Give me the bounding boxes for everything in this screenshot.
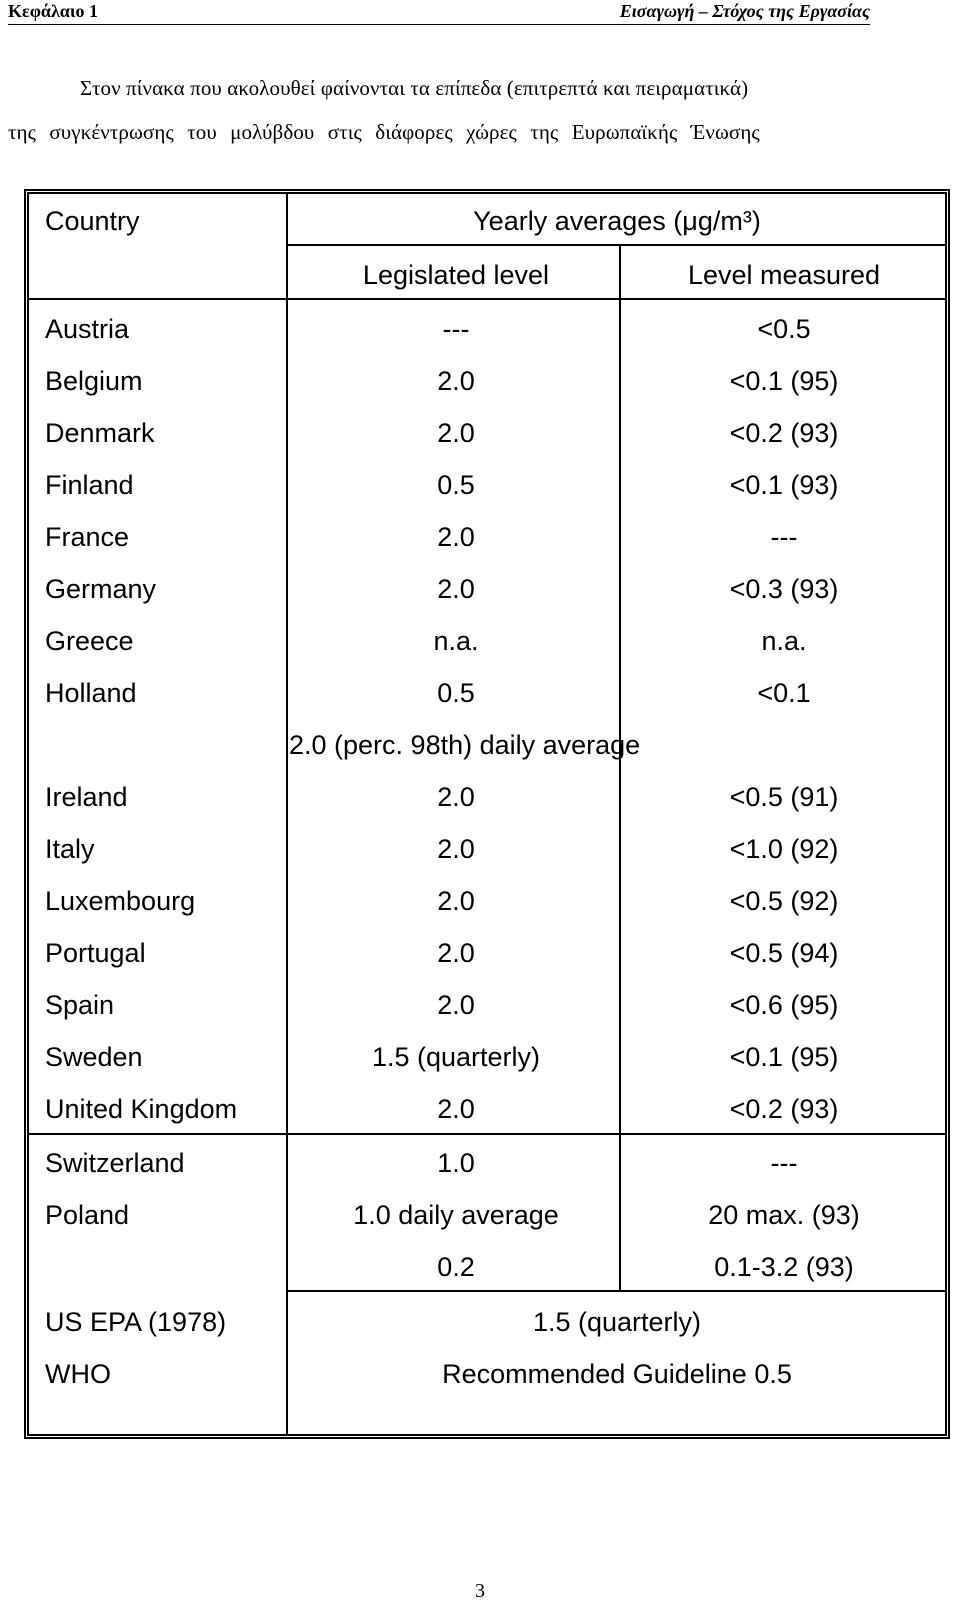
- legislated-cell: 1.0: [437, 1148, 475, 1178]
- header-yearly-averages: Yearly averages (μg/m³): [473, 206, 761, 236]
- legislated-cell: 2.0: [437, 782, 475, 812]
- intro-line-1: Στον πίνακα που ακολουθεί φαίνονται τα επίπεδα (επιτρεπτά και πειραματικά): [80, 76, 749, 100]
- header-country: Country: [45, 206, 140, 236]
- country-cell: France: [45, 522, 130, 552]
- measured-cell: 0.1-3.2 (93): [714, 1252, 854, 1282]
- measured-cell: <0.5 (92): [729, 886, 839, 916]
- legislated-cell: 2.0: [437, 418, 475, 448]
- country-cell: Finland: [45, 470, 134, 500]
- country-cell: Spain: [45, 990, 115, 1020]
- header-divider: [287, 244, 945, 246]
- header-bottom-rule: [29, 298, 945, 300]
- country-cell: United Kingdom: [45, 1094, 238, 1124]
- measured-cell: <0.2 (93): [729, 1094, 839, 1124]
- lead-levels-table: [24, 189, 950, 1439]
- guideline-value-cell: 1.5 (quarterly): [532, 1307, 702, 1337]
- country-cell: Italy: [45, 834, 95, 864]
- legislated-cell: 2.0: [437, 938, 475, 968]
- measured-cell: <0.5: [757, 314, 811, 344]
- measured-cell: <0.1 (95): [729, 366, 839, 396]
- measured-cell: <0.1: [757, 678, 811, 708]
- country-cell: Ireland: [45, 782, 128, 812]
- legislated-cell: 2.0: [437, 522, 475, 552]
- country-cell: Denmark: [45, 418, 155, 448]
- country-cell: US EPA (1978): [45, 1307, 227, 1337]
- legislated-cell: 0.5: [437, 470, 475, 500]
- measured-cell: ---: [770, 522, 798, 552]
- country-cell: Luxembourg: [45, 886, 196, 916]
- measured-cell: 20 max. (93): [708, 1200, 860, 1230]
- measured-cell: <0.5 (94): [729, 938, 839, 968]
- country-col-rule: [286, 194, 288, 1434]
- country-cell: WHO: [45, 1359, 111, 1389]
- country-cell: Austria: [45, 314, 130, 344]
- country-cell: Sweden: [45, 1042, 143, 1072]
- page-header: [8, 0, 870, 25]
- measured-cell: n.a.: [761, 626, 807, 656]
- intro-line-2: της συγκέντρωσης του μολύβδου στις διάφορες χώρες της Ευρωπαϊκής Ένωσης: [8, 120, 760, 144]
- legislated-cell: n.a.: [433, 626, 479, 656]
- legislated-cell: 2.0: [437, 366, 475, 396]
- country-cell: Switzerland: [45, 1148, 185, 1178]
- measured-cell: <0.1 (95): [729, 1042, 839, 1072]
- measured-cell: <0.1 (93): [729, 470, 839, 500]
- country-cell: Poland: [45, 1200, 130, 1230]
- measured-cell: <0.2 (93): [729, 418, 839, 448]
- measured-cell: <0.6 (95): [729, 990, 839, 1020]
- eu-bottom-rule: [29, 1133, 945, 1135]
- measured-cell: <1.0 (92): [729, 834, 839, 864]
- guideline-value-cell: Recommended Guideline 0.5: [442, 1359, 792, 1389]
- measured-cell: <0.5 (91): [729, 782, 839, 812]
- legislated-cell: 2.0: [437, 886, 475, 916]
- header-measured: Level measured: [687, 260, 881, 290]
- legislated-cell: 2.0: [437, 834, 475, 864]
- section-title: Εισαγωγή – Στόχος της Εργασίας: [619, 1, 870, 21]
- measured-cell: <0.3 (93): [729, 574, 839, 604]
- country-cell: Greece: [45, 626, 134, 656]
- other-bottom-rule: [287, 1290, 945, 1292]
- measured-col-rule: [619, 244, 621, 1290]
- legislated-cell: 0.5: [437, 678, 475, 708]
- measured-cell: ---: [770, 1148, 798, 1178]
- legislated-cell: ---: [442, 314, 470, 344]
- country-cell: Belgium: [45, 366, 143, 396]
- legislated-cell: 0.2: [437, 1252, 475, 1282]
- header-legislated: Legislated level: [362, 260, 550, 290]
- legislated-cell: 2.0 (perc. 98th) daily average: [289, 730, 641, 760]
- legislated-cell: 1.0 daily average: [353, 1200, 559, 1230]
- legislated-cell: 1.5 (quarterly): [371, 1042, 541, 1072]
- legislated-cell: 2.0: [437, 574, 475, 604]
- country-cell: Germany: [45, 574, 157, 604]
- legislated-cell: 2.0: [437, 990, 475, 1020]
- legislated-cell: 2.0: [437, 1094, 475, 1124]
- chapter-label: Κεφάλαιο 1: [8, 1, 98, 21]
- country-cell: Portugal: [45, 938, 146, 968]
- page-number: 3: [475, 1580, 485, 1602]
- country-cell: Holland: [45, 678, 137, 708]
